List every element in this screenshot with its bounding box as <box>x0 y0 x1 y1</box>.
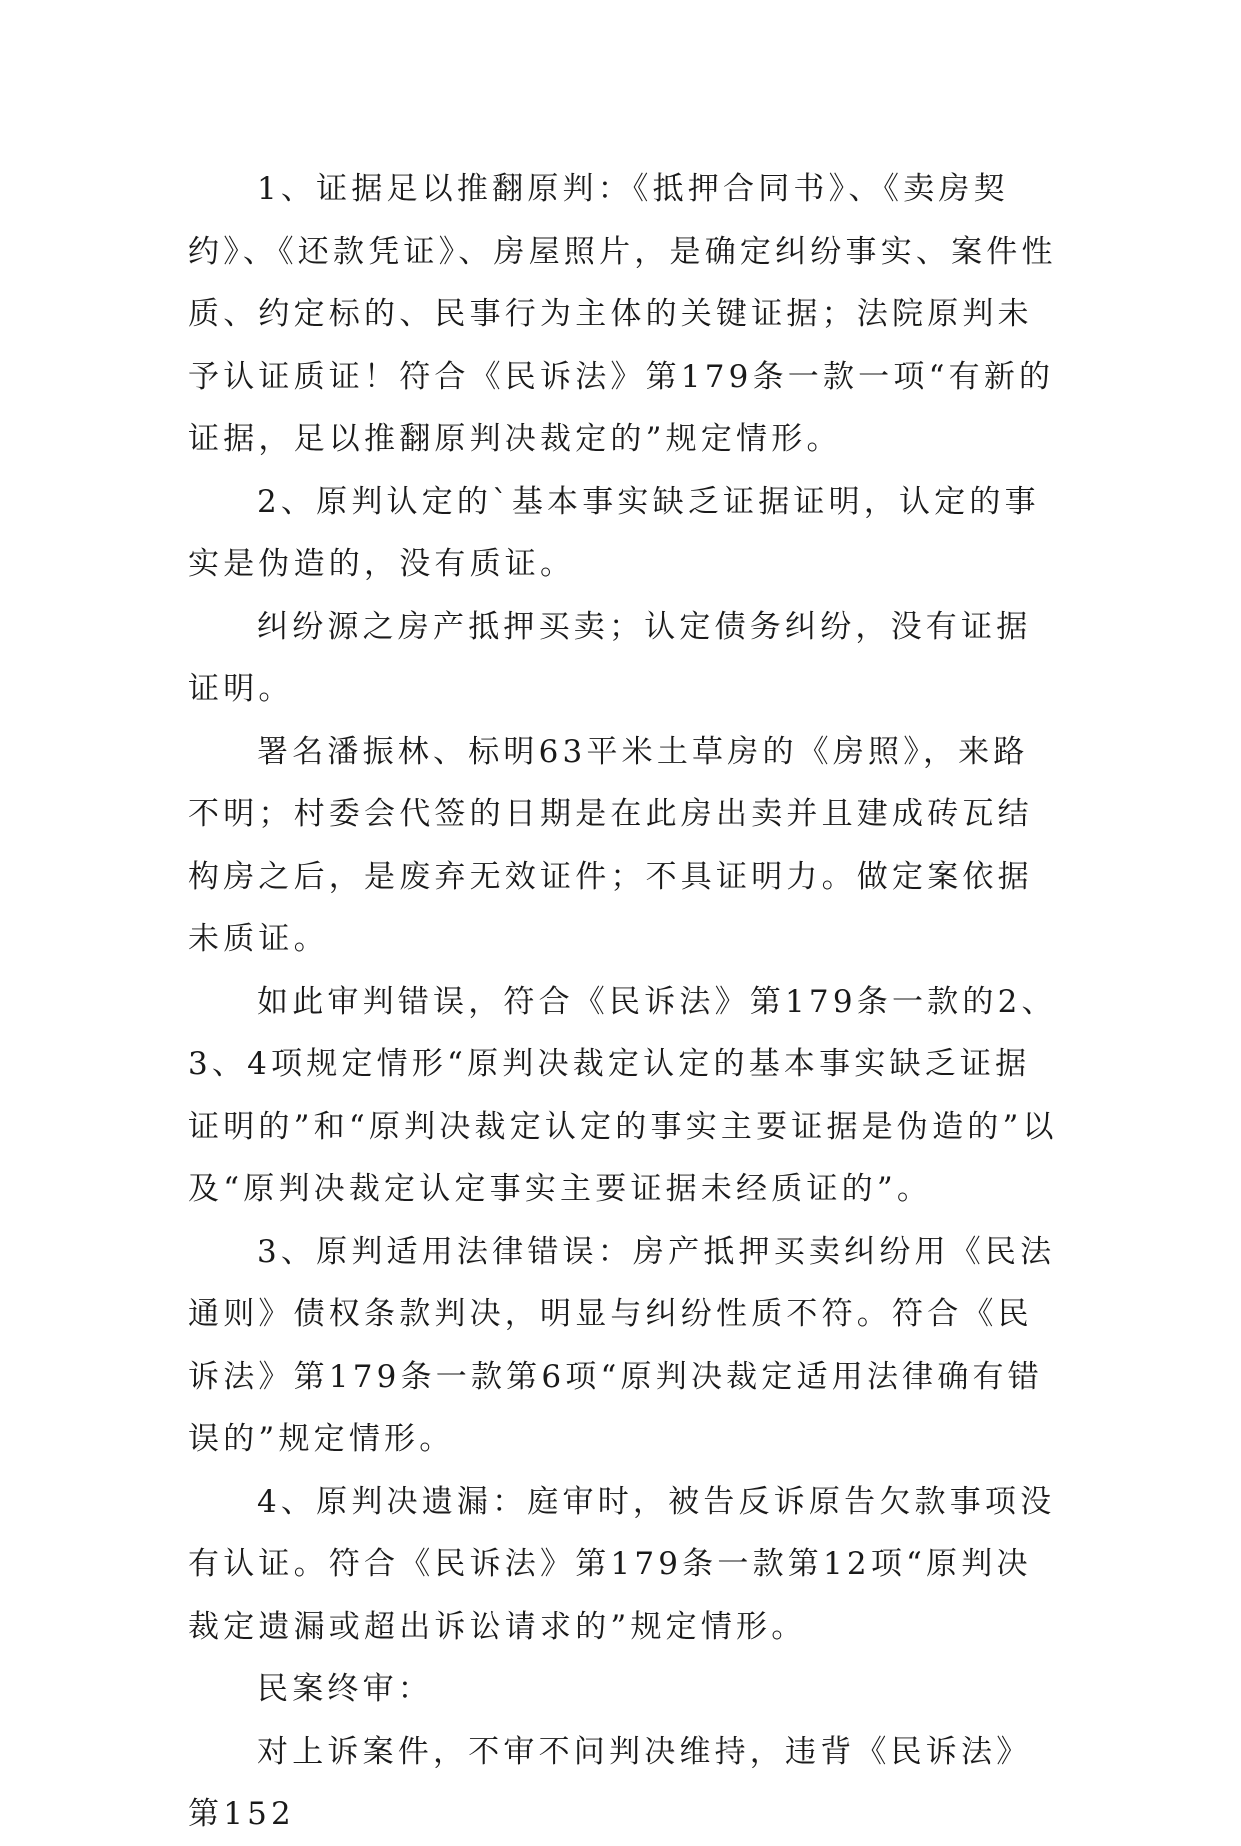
paragraph-appeal-cases: 对上诉案件，不审不问判决维持，违背《民诉法》第152 <box>188 1733 1032 1832</box>
paragraph-trial-error: 如此审判错误，符合《民诉法》第179条一款的2、3、4项规定情形“原判决裁定认定的基本事实缺乏证据证明的”和“原判决裁定认定的事实主要证据是伪造的”以及“原判决裁定认定事实主要证据未经质证的”。 <box>188 983 1058 1207</box>
paragraph-evidence-overturn: 1、证据足以推翻原判：《抵押合同书》、《卖房契约》、《还款凭证》、房屋照片，是确定纠纷事实、案件性质、约定标的、民事行为主体的关键证据；法院原判未予认证质证！符合《民诉法》第179条一款一项“有新的证据，足以推翻原判决裁定的”规定情形。 <box>188 171 1057 457</box>
paragraph-final-judgment-heading: 民案终审： <box>257 1671 433 1707</box>
document-body <box>188 158 1060 1846</box>
paragraph-facts-lack-evidence: 2、原判认定的`基本事实缺乏证据证明，认定的事实是伪造的，没有质证。 <box>188 483 1040 582</box>
paragraph-house-certificate: 署名潘振林、标明63平米土草房的《房照》，来路不明；村委会代签的日期是在此房出卖并且建成砖瓦结构房之后，是废弃无效证件；不具证明力。做定案依据未质证。 <box>188 733 1033 957</box>
paragraph-dispute-source: 纠纷源之房产抵押买卖；认定债务纠纷，没有证据证明。 <box>188 608 1032 707</box>
paragraph-law-application-error: 3、原判适用法律错误：房产抵押买卖纠纷用《民法通则》债权条款判决，明显与纠纷性质不符。符合《民诉法》第179条一款第6项“原判决裁定适用法律确有错误的”规定情形。 <box>188 1233 1056 1457</box>
paragraph-judgment-omission: 4、原判决遗漏：庭审时，被告反诉原告欠款事项没有认证。符合《民诉法》第179条一款第12项“原判决裁定遗漏或超出诉讼请求的”规定情形。 <box>188 1483 1056 1645</box>
